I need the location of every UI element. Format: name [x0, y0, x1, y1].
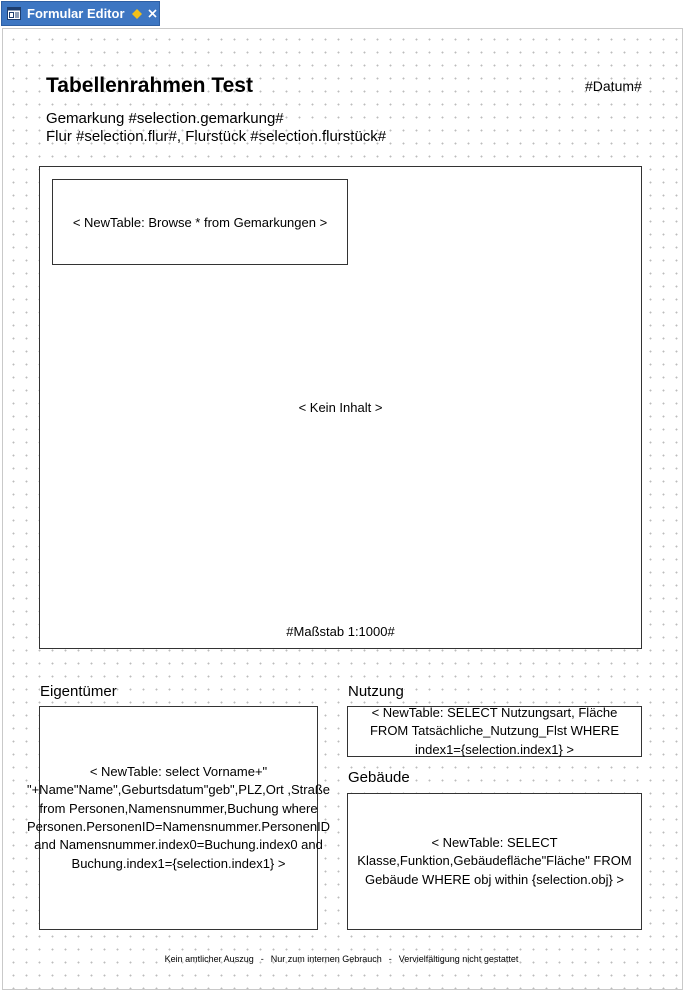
scale-field[interactable]: #Maßstab 1:1000# [286, 624, 395, 639]
footer-separator: - [388, 954, 392, 964]
form-window-icon [7, 6, 22, 21]
footer-separator: - [260, 954, 264, 964]
tab-label: Formular Editor [27, 6, 125, 21]
document-tab-strip [0, 0, 683, 28]
gebaeude-table[interactable]: < NewTable: SELECT Klasse,Funktion,Gebäudefläche"Fläche" FROM Gebäude WHERE obj within {selection.obj} > [347, 793, 642, 930]
datum-field[interactable]: #Datum# [585, 78, 642, 94]
gemarkung-line[interactable]: Gemarkung #selection.gemarkung# [46, 110, 284, 127]
map-frame[interactable] [39, 166, 642, 649]
pin-diamond-icon[interactable] [132, 9, 142, 19]
tab-formular-editor[interactable] [1, 1, 160, 26]
report-title[interactable]: Tabellenrahmen Test [46, 74, 253, 97]
eigentuemer-heading[interactable]: Eigentümer [40, 683, 117, 700]
footer-disclaimer[interactable] [0, 954, 683, 964]
footer-part3: Vervielfältigung nicht gestattet [398, 954, 519, 964]
nutzung-heading[interactable]: Nutzung [348, 683, 404, 700]
eigentuemer-table[interactable]: < NewTable: select Vorname+" "+Name"Name",Geburtsdatum"geb",PLZ,Ort ,Straße from Personen,Namensnummer,Buchung where Personen.PersonenID=Namensnummer.PersonenID and Namensnummer.index0=Buchung.index0 and Buchung.index1={selection.index1} > [39, 706, 318, 930]
gebaeude-heading[interactable]: Gebäude [348, 769, 410, 786]
nutzung-table[interactable]: < NewTable: SELECT Nutzungsart, Fläche FROM Tatsächliche_Nutzung_Flst WHERE index1={selection.index1} > [347, 706, 642, 757]
footer-part2: Nur zum internen Gebrauch [270, 954, 382, 964]
footer-part1: Kein amtlicher Auszug [164, 954, 254, 964]
flur-flurstueck-line[interactable]: Flur #selection.flur#, Flurstück #selection.flurstück# [46, 128, 387, 145]
close-icon[interactable] [148, 9, 158, 19]
gemarkungen-table[interactable]: < NewTable: Browse * from Gemarkungen > [52, 179, 348, 265]
map-content-placeholder: < Kein Inhalt > [298, 400, 383, 415]
